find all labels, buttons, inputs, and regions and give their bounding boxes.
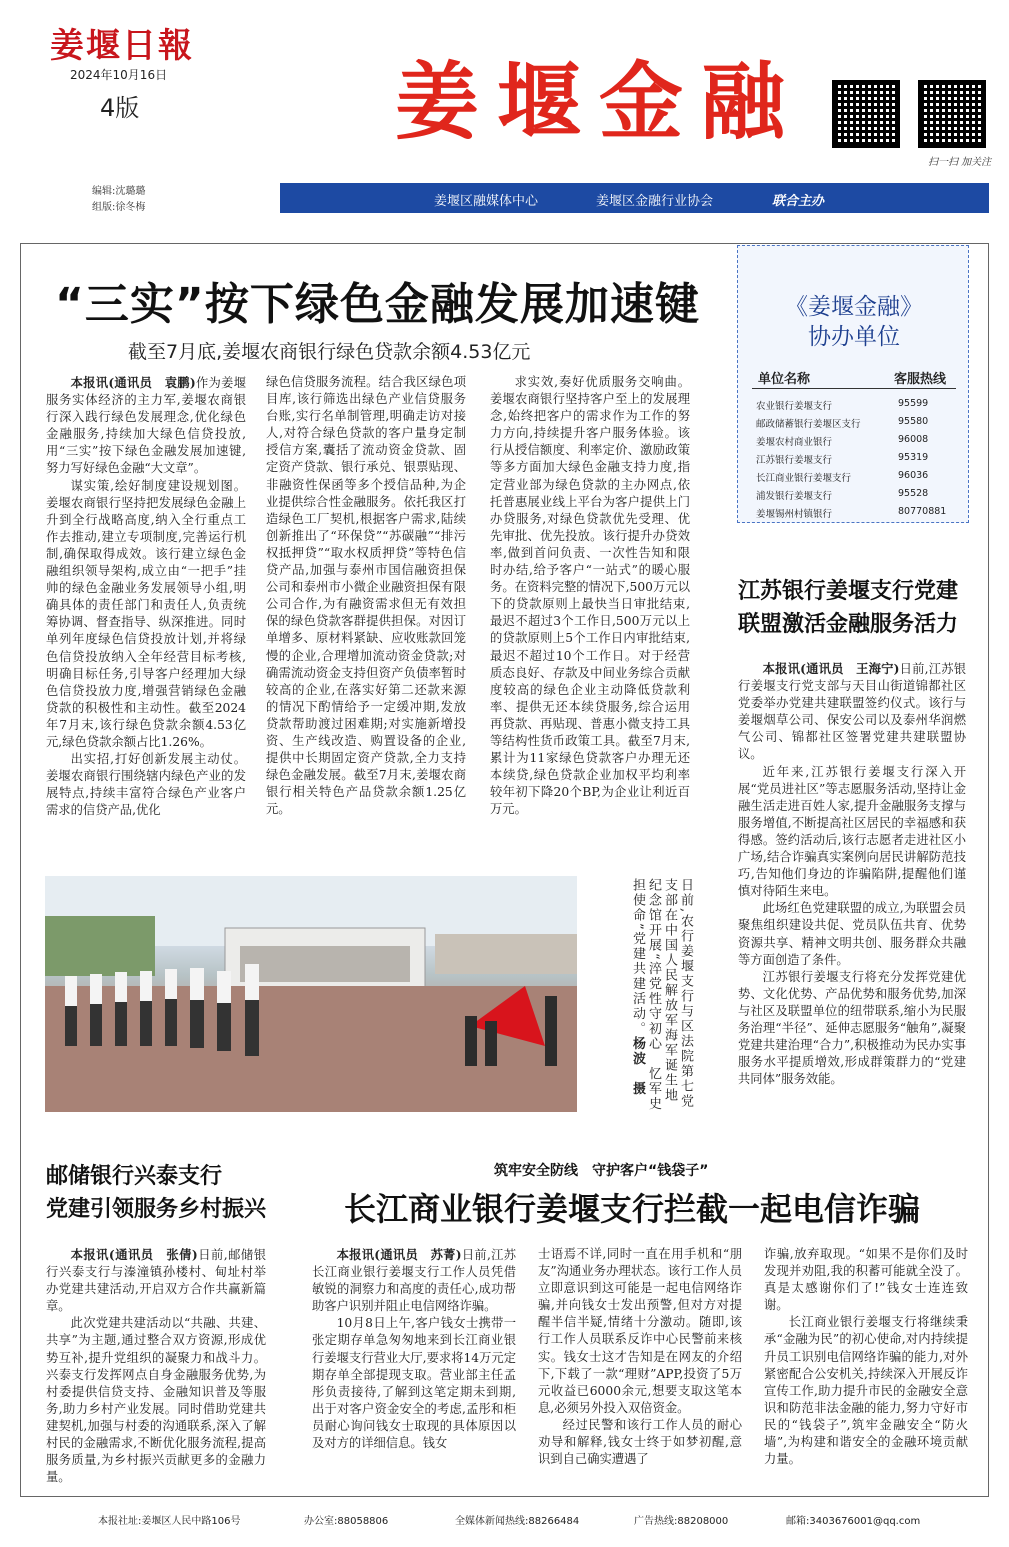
partner-name: 农业银行姜堰支行 (756, 401, 833, 412)
paragraph: 经过民警和该行工作人员的耐心劝导和解释,钱女士终于如梦初醒,意识到自己确实遭遇了 (538, 1417, 742, 1467)
article4-kicker: 筑牢安全防线 守护客户“钱袋子” (494, 1163, 709, 1179)
organizer-banner (280, 183, 989, 213)
footer-address: 本报社址:姜堰区人民中路106号 (98, 1516, 241, 1527)
news-photo (45, 876, 577, 1112)
partner-phone: 96008 (898, 434, 929, 445)
paragraph: 出实招,打好创新发展主动仗。姜堰农商银行围绕辖内绿色产业的发展特点,持续丰富符合绿色产业客户需求的信贷产品,优化 (46, 752, 246, 818)
paragraph: 长江商业银行姜堰支行将继续秉承“金融为民”的初心使命,对内持续提升员工识别电信网络诈骗的能力,对外紧密配合公安机关,持续深入开展反诈宣传工作,助力提升市民的金融安全意识和防范非法金融的能力,努力守好市民的“钱袋子”,筑牢金融安全“防火墙”,为构建和谐安全的金融环境贡献力量。 (764, 1315, 968, 1467)
partner-box-title: 《姜堰金融》 (785, 294, 923, 320)
article1-column-2 (266, 374, 466, 818)
photo-caption: 日前,农行姜堰支行与区法院第七党支部在中国人民解放军海军诞生地纪念馆开展“淬党性守初心 忆军史担使命”党建共建活动。杨波 摄 (630, 878, 693, 1112)
organizer-1: 姜堰区融媒体中心 (434, 194, 539, 209)
qr-caption: 扫一扫 加关注 (928, 157, 992, 168)
paragraph: 士语焉不详,同时一直在用手机和“朋友”沟通业务办理状态。该行工作人员立即意识到这可能是一起电信网络诈骗,并向钱女士发出预警,但对方对提醒半信半疑,情绪十分激动。随即,该行工作人员联系反诈中心民警前来核实。钱女士这才告知是在网友的介绍下,下载了一款“理财”APP,投资了5万元收益已6000余元,想要支取这笔本息,必须另外投入双倍资金。 (538, 1247, 742, 1415)
layout-credit: 组版:徐冬梅 (92, 202, 146, 213)
partner-phone: 96036 (898, 470, 929, 481)
col-header-phone: 客服热线 (894, 372, 947, 387)
partner-phone: 95599 (898, 398, 929, 409)
article3-title-line2: 党建引领服务乡村振兴 (46, 1197, 267, 1222)
photo-credit: 杨波 摄 (630, 1036, 645, 1097)
qr-code-icon[interactable] (918, 80, 986, 148)
qr-code-icon[interactable] (832, 80, 900, 148)
article3-title-line1: 邮储银行兴泰支行 (46, 1164, 223, 1189)
organizer-tag: 联合主办 (772, 194, 825, 209)
partner-phone: 95528 (898, 488, 929, 499)
article3-lead: 本报讯(通讯员 张倩) (70, 1247, 198, 1262)
article1-subtitle: 截至7月底,姜堰农商银行绿色贷款余额4.53亿元 (128, 341, 531, 363)
partner-phone: 95580 (898, 416, 929, 427)
partner-name: 邮政储蓄银行姜堰区支行 (756, 419, 861, 430)
footer-hotline: 全媒体新闻热线:88266484 (455, 1516, 580, 1527)
paragraph: 此场红色党建联盟的成立,为联盟会员聚焦组织建设共促、党员队伍共育、优势资源共享、精神文明共创、服务群众共融等方面创造了条件。 (738, 901, 966, 967)
footer-ads: 广告热线:88208000 (634, 1516, 729, 1527)
partner-name: 江苏银行姜堰支行 (756, 455, 833, 466)
article4-column-3 (764, 1246, 968, 1468)
partner-name: 长江商业银行姜堰支行 (756, 473, 852, 484)
paragraph: 求实效,奏好优质服务交响曲。姜堰农商银行坚持客户至上的发展理念,始终把客户的需求作为工作的努力方向,持续提升客户服务体验。该行从授信额度、利率定价、激励政策等多方面加大绿色金融支持力度,指定营业部为绿色贷款的主办网点,依托普惠展业线上平台为客户提供上门办贷服务,对绿色贷款优先受理、优先审批、优先投放。该行提升办贷效率,做到首问负责、一次性告知和限时办结,给予客户“一站式”的暖心服务。在资料完整的情况下,500万元以下的贷款原则上最快当日审批结束,最迟不超过3个工作日,500万元以上的贷款原则上5个工作日内审批结束,最迟不超过10个工作日。对于经营质态良好、存款及中间业务综合贡献度较高的绿色企业主动降低贷款利率、提供无还本续贷服务,综合运用再贷款、再贴现、普惠小微支持工具等结构性货币政策工具。截至7月末,累计为11家绿色贷款客户办理无还本续贷,绿色贷款企业加权平均利率较年初下降20个BP,为企业让利近百万元。 (490, 375, 690, 817)
partner-box-subtitle: 协办单位 (808, 324, 900, 350)
article1-title: “三实”按下绿色金融发展加速键 (55, 279, 700, 330)
article1-column-3 (490, 374, 690, 818)
paragraph: 绿色信贷服务流程。结合我区绿色项目库,该行筛选出绿色产业信贷服务台账,实行名单制管理,明确走访对接人,对符合绿色贷款的客户量身定制授信方案,囊括了流动资金贷款、固定资产贷款、银行承兑、银票贴现、非融资性保函等多个授信品种,为企业提供综合性金融服务。依托我区打造绿色工厂契机,根据客户需求,陆续创新推出了“环保贷”“苏碳融”“排污权抵押贷”“取水权质押贷”等特色信贷产品,加强与泰州市国信融资担保公司和泰州市小微企业融资担保有限公司合作,为有融资需求但无有效担保的绿色贷款客群提供担保。对因订单增多、原材料紧缺、应收账款回笼慢的企业,合理增加流动资金贷款;对确需流动资金支持但资产负债率暂时较高的企业,在落实好第二还款来源的情况下酌情给予一定缓冲期,发放贷款帮助渡过困难期;对实施新增投资、生产线改造、购置设备的企业,提供中长期固定资产贷款,全力支持绿色金融发展。截至7月末,姜堰农商银行相关特色产品贷款余额1.25亿元。 (266, 375, 466, 817)
partner-name: 浦发银行姜堰支行 (756, 491, 833, 502)
section-title: 姜堰金融 (395, 53, 804, 151)
article4-column-1: 本报讯(通讯员 苏菁)日前,江苏长江商业银行姜堰支行工作人员凭借敏锐的洞察力和高度的责任心,成功帮助客户识别并阻止电信网络诈骗。 10月8日上午,客户钱女士携带一张定期存单急匆匆地来到长江商业银行姜堰支行营业大厅,要求将14万元定期存单全部提现支取。营业部主任孟彤负责接待,了解到这笔定期未到期,出于对客户资金安全的考虑,孟彤和柜员耐心询问钱女士取现的具体原因以及对方的详细信息。钱女 (312, 1246, 516, 1452)
editor-credit: 编辑:沈璐璐 (92, 186, 146, 197)
article2-lead: 本报讯(通讯员 王海宁) (762, 661, 900, 676)
partner-phone: 95319 (898, 452, 929, 463)
footer-email[interactable]: 邮箱:3403676001@qq.com (786, 1516, 921, 1527)
article3-body: 本报讯(通讯员 张倩)日前,邮储银行兴泰支行与溱潼镇孙楼村、甸址村举办党建共建活动,开启双方合作共赢新篇章。 此次党建共建活动以“共融、共建、共享”为主题,通过整合双方资源,形成优势互补,提升党组织的凝聚力和战斗力。兴泰支行发挥网点自身金融服务优势,为村委提供信贷支持、金融知识普及等服务,助力乡村产业发展。同时借助党建共建契机,加强与村委的沟通联系,深入了解村民的金融需求,不断优化服务流程,提高服务质量,为乡村振兴贡献更多的金融力量。 (46, 1246, 266, 1486)
page-number: 4版 (100, 94, 140, 122)
paragraph: 江苏银行姜堰支行将充分发挥党建优势、文化优势、产品优势和服务优势,加深与社区及联盟单位的纽带联系,缩小为民服务治理“半径”、延伸志愿服务“触角”,凝聚党建共建治理“合力”,积极推动为民办实事服务水平提质增效,形成群策群力的“党建共同体”服务效能。 (738, 969, 966, 1087)
paragraph: 10月8日上午,客户钱女士携带一张定期存单急匆匆地来到长江商业银行姜堰支行营业大厅,要求将14万元定期存单全部提现支取。营业部主任孟彤负责接待,了解到这笔定期未到期,出于对客户资金安全的考虑,孟彤和柜员耐心询问钱女士取现的具体原因以及对方的详细信息。钱女 (312, 1316, 517, 1451)
article1-column-1: 本报讯(通讯员 袁鹏)作为姜堰服务实体经济的主力军,姜堰农商银行深入践行绿色发展理念,优化绿色金融服务,持续加大绿色信贷投放,用“三实”按下绿色金融发展加速键,努力写好绿色金融“大文章”。 谋实策,绘好制度建设规划图。姜堰农商银行坚持把发展绿色金融上升到全行战略高度,纳入全行重点工作去推动,建立专项制度,完善运行机制,确保取得成效。该行建立绿色金融组织领导架构,成立由“一把手”挂帅的绿色金融业务发展领导小组,明确具体的责任部门和责任人,负责统筹协调、督查指导、纵深推进。同时单列年度绿色信贷投放计划,并将绿色信贷投放纳入全年经营目标考核,明确目标任务,引导客户经理加大绿色信贷投放力度,增强营销绿色金融贷款的积极性和主动性。截至2024年7月末,该行绿色贷款余额4.53亿元,绿色贷款余额占比1.26%。 出实招,打好创新发展主动仗。姜堰农商银行围绕辖内绿色产业的发展特点,持续丰富符合绿色产业客户需求的信贷产品,优化 (46, 374, 246, 819)
paragraph: 谋实策,绘好制度建设规划图。姜堰农商银行坚持把发展绿色金融上升到全行战略高度,纳入全行重点工作去推动,建立专项制度,完善运行机制,确保取得成效。该行建立绿色金融组织领导架构,成立由“一把手”挂帅的绿色金融业务发展领导小组,明确具体的责任部门和责任人,负责统筹协调、督查指导、纵深推进。同时单列年度绿色信贷投放计划,并将绿色信贷投放纳入全年经营目标考核,明确目标任务,引导客户经理加大绿色信贷投放力度,增强营销绿色金融贷款的积极性和主动性。截至2024年7月末,该行绿色贷款余额4.53亿元,绿色贷款余额占比1.26%。 (46, 478, 246, 749)
footer-office: 办公室:88058806 (304, 1516, 389, 1527)
partner-name: 姜堰农村商业银行 (756, 437, 833, 448)
organizer-2: 姜堰区金融行业协会 (596, 194, 714, 209)
partner-banks-box (737, 245, 969, 523)
partner-phone: 80770881 (898, 506, 947, 517)
article4-title: 长江商业银行姜堰支行拦截一起电信诈骗 (344, 1190, 921, 1228)
article2-title-line1: 江苏银行姜堰支行党建 (738, 579, 959, 604)
paragraph: 此次党建共建活动以“共融、共建、共享”为主题,通过整合双方资源,形成优势互补,提升党组织的凝聚力和战斗力。兴泰支行发挥网点自身金融服务优势,为村委提供信贷支持、金融知识普及等服务,助力乡村产业发展。同时借助党建共建契机,加强与村委的沟通联系,深入了解村民的金融需求,不断优化服务流程,提高服务质量,为乡村振兴贡献更多的金融力量。 (46, 1316, 266, 1485)
col-header-name: 单位名称 (758, 372, 811, 387)
article4-column-2 (538, 1246, 742, 1468)
paragraph: 近年来,江苏银行姜堰支行深入开展“党员进社区”等志愿服务活动,坚持让金融生活走进百姓人家,提升金融服务支撑与服务增值,不断提高社区居民的幸福感和获得感。签约活动后,该行志愿者走进社区小广场,结合诈骗真实案例向居民讲解防范技巧,告知他们身边的诈骗陷阱,提醒他们谨慎对待陌生来电。 (738, 764, 966, 899)
article4-lead: 本报讯(通讯员 苏菁) (336, 1247, 462, 1262)
photo-scene (45, 876, 577, 1112)
article2-title-line2: 联盟激活金融服务活力 (738, 612, 959, 637)
article1-lead: 本报讯(通讯员 袁鹏) (70, 375, 196, 390)
article2-body: 本报讯(通讯员 王海宁)日前,江苏银行姜堰支行党支部与天目山街道锦都社区党委举办党建共建联盟签约仪式。该行与姜堰烟草公司、保安公司以及泰州华润燃气公司、锦都社区签署党建共建联盟协议。 近年来,江苏银行姜堰支行深入开展“党员进社区”等志愿服务活动,坚持让金融生活走进百姓人家,提升金融服务支撑与服务增值,不断提高社区居民的幸福感和获得感。签约活动后,该行志愿者走进社区小广场,结合诈骗真实案例向居民讲解防范技巧,告知他们身边的诈骗陷阱,提醒他们谨慎对待陌生来电。 此场红色党建联盟的成立,为联盟会员聚焦组织建设共促、党员队伍共育、优势资源共享、精神文明共创、服务群众共融等方面创造了条件。 江苏银行姜堰支行将充分发挥党建优势、文化优势、产品优势和服务优势,加深与社区及联盟单位的纽带联系,缩小为民服务治理“半径”、延伸志愿服务“触角”,凝聚党建共建治理“合力”,积极推动为民办实事服务水平提质增效,形成群策群力的“党建共同体”服务效能。 (738, 660, 966, 1088)
partner-name: 姜堰锡州村镇银行 (756, 509, 833, 520)
issue-date: 2024年10月16日 (70, 68, 168, 82)
divider (752, 388, 956, 389)
paragraph: 诈骗,放弃取现。“如果不是你们及时发现并劝阻,我的积蓄可能就全没了。真是太感谢你们了!”钱女士连连致谢。 (764, 1247, 968, 1313)
newspaper-logo: 姜堰日報 (50, 26, 194, 66)
